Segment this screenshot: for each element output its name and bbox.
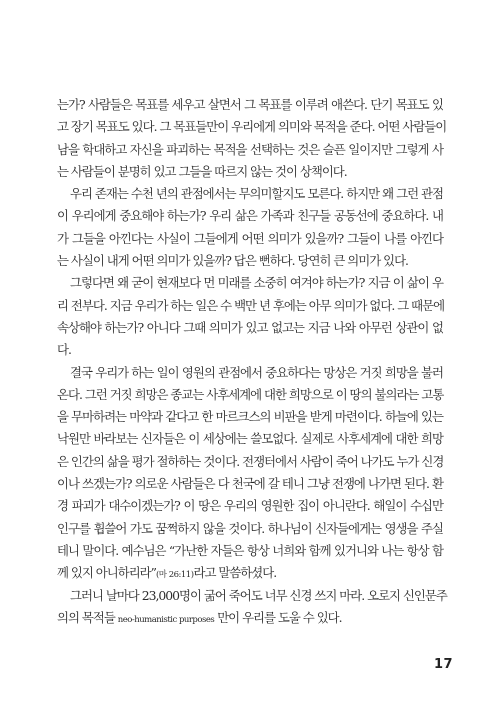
page-body-text <box>57 94 447 629</box>
text-line: 경 파괴가 대수이겠는가? 이 땅은 우리의 영원한 집이 아니란다. 해일이 수십만 <box>57 498 443 514</box>
line-tail: 만이 우리를 도울 수 있다. <box>214 609 342 625</box>
text-line: 그렇다면 왜 굳이 현재보다 먼 미래를 소중히 여겨야 하는가? 지금 이 삶이 우 <box>70 275 443 291</box>
text-line: 다. <box>57 342 71 358</box>
paragraph-1 <box>57 94 447 183</box>
text-line: 이 우리에게 중요해야 하는가? 우리 삶은 가족과 친구들 공동선에 중요하다. 내 <box>57 208 443 224</box>
text-line: 그러니 날마다 23,000명이 굶어 죽어도 너무 신경 쓰지 마라. 오로지 신인문주 <box>70 587 447 603</box>
text-line: 고 장기 목표도 있다. 그 목표들만이 우리에게 의미와 목적을 준다. 어떤 사람들이 <box>57 119 447 135</box>
page-number: 17 <box>434 657 454 672</box>
text-line: 낙원만 바라보는 신자들은 이 세상에는 쓸모없다. 실제로 사후세계에 대한 희망 <box>57 431 443 447</box>
text-line: 남을 학대하고 자신을 파괴하는 목적을 선택하는 것은 슬픈 일이지만 그렇게 사 <box>57 141 443 157</box>
text-line: 속상해야 하는가? 아니다 그때 의미가 있고 없고는 지금 나와 아무런 상관이 없 <box>57 319 443 335</box>
english-term: neo-humanistic purposes <box>117 614 215 625</box>
bible-citation: (마 26:11) <box>155 570 194 581</box>
quote-text: 께 있지 아니하리라” <box>57 565 156 581</box>
text-line <box>57 562 443 584</box>
text-line: 우리 존재는 수천 년의 관점에서는 무의미할지도 모른다. 하지만 왜 그런 관점 <box>70 186 443 202</box>
text-line: 이나 쓰겠는가? 의로운 사람들은 다 천국에 갈 테니 그냥 전쟁에 나가면 된다. 환 <box>57 476 443 492</box>
paragraph-3 <box>57 272 443 361</box>
text-line: 을 무마하려는 마약과 같다고 한 마르크스의 비판을 받게 마련이다. 하늘에 있는 <box>57 409 443 425</box>
text-line: 는가? 사람들은 목표를 세우고 살면서 그 목표를 이루려 애쓴다. 단기 목표도 있 <box>57 97 443 112</box>
text-line: 가 그들을 아낀다는 사실이 그들에게 어떤 의미가 있을까? 그들이 나를 아낀다 <box>57 230 443 246</box>
line-tail: 라고 말씀하셨다. <box>193 565 277 581</box>
text-line: 리 전부다. 지금 우리가 하는 일은 수 백만 년 후에는 아무 의미가 없다. 그 때문에 <box>57 297 445 313</box>
paragraph-4 <box>57 362 443 585</box>
paragraph-2 <box>57 183 443 272</box>
text-line: 은 인간의 삶을 평가 절하하는 것이다. 전쟁터에서 사람이 죽어 나가도 누가 신경 <box>57 453 444 469</box>
line-head: 의의 목적들 <box>57 609 118 625</box>
paragraph-5 <box>57 585 447 630</box>
text-line: 온다. 그런 거짓 희망은 종교는 사후세계에 대한 희망으로 이 땅의 불의라는 고통 <box>57 386 444 402</box>
text-line: 는 사실이 내게 어떤 의미가 있을까? 답은 뻔하다. 당연히 큰 의미가 있다. <box>57 253 408 269</box>
text-line: 결국 우리가 하는 일이 영원의 관점에서 중요하다는 망상은 거짓 희망을 불러 <box>70 364 443 380</box>
text-line: 는 사람들이 분명히 있고 그들을 따르지 않는 것이 상책이다. <box>57 163 347 179</box>
text-line: 테니 말이다. 예수님은 “가난한 자들은 항상 너희와 함께 있거니와 나는 항상 함 <box>57 542 443 558</box>
text-line: 인구를 휩쓸어 가도 꿈쩍하지 않을 것이다. 하나님이 신자들에게는 영생을 주실 <box>57 520 443 536</box>
text-line <box>57 607 443 629</box>
